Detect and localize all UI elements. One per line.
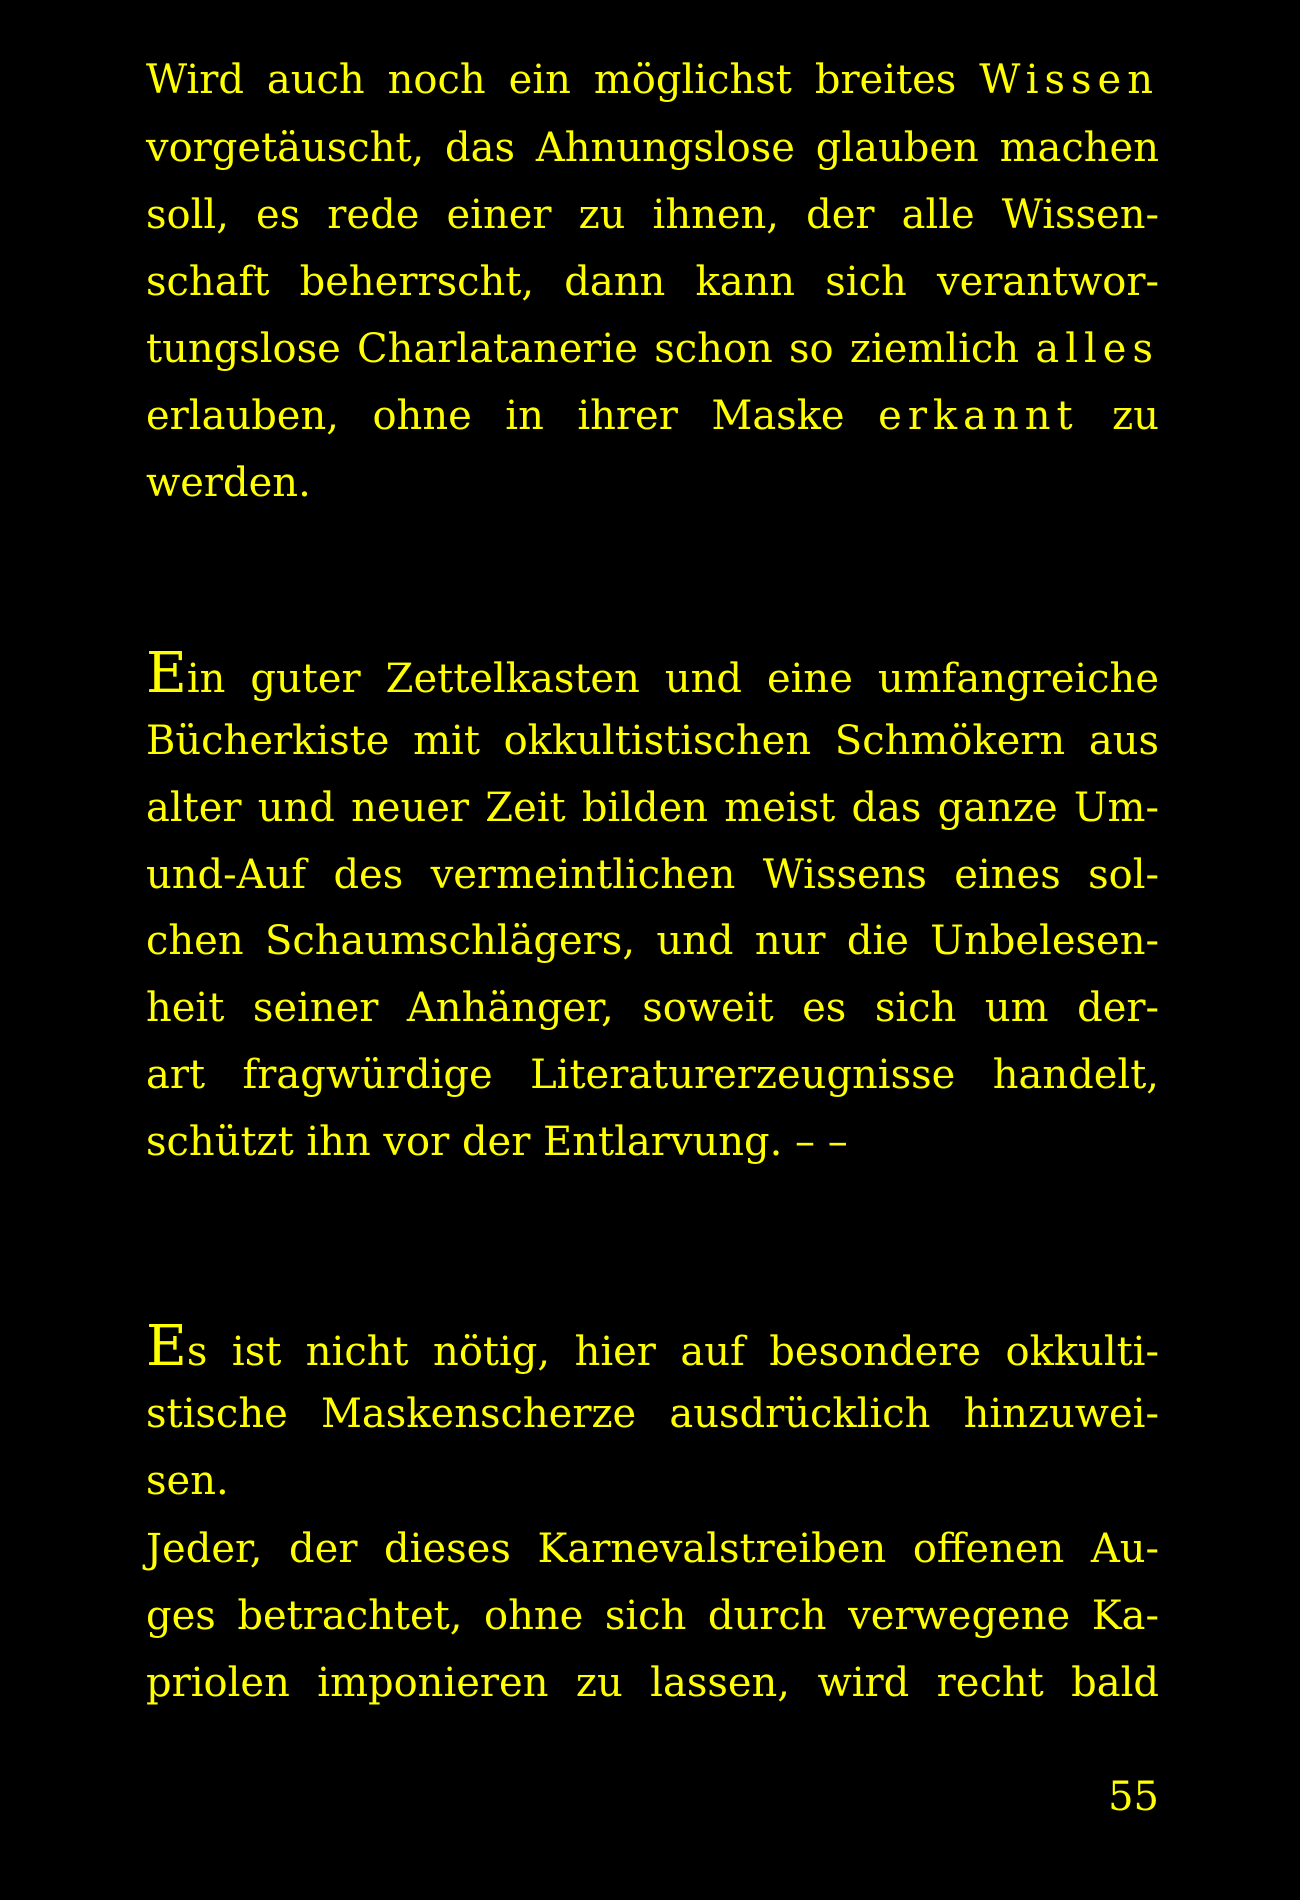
- text-segment: tungslose Charlatanerie schon so ziemlich: [146, 326, 1036, 372]
- text-segment: schützt ihn vor der Entlarvung. – –: [146, 1119, 848, 1165]
- text-line: [146, 1119, 1159, 1165]
- emphasized-text: erkannt: [878, 393, 1079, 439]
- text-line: [146, 985, 1159, 1031]
- text-segment: in guter Zettelkasten und eine umfangreiche: [186, 656, 1159, 702]
- text-segment: Jeder, der dieses Karnevalstreiben offenen Au-: [146, 1526, 1159, 1572]
- text-segment: soll, es rede einer zu ihnen, der alle Wissen-: [146, 192, 1159, 238]
- emphasized-text: Wissen: [979, 57, 1159, 103]
- text-line: [146, 1526, 1159, 1572]
- text-segment: Bücherkiste mit okkultistischen Schmökern aus: [146, 718, 1159, 764]
- text-segment: priolen imponieren zu lassen, wird recht bald: [146, 1660, 1159, 1706]
- emphasized-text: alles: [1035, 326, 1159, 372]
- text-segment: schaft beherrscht, dann kann sich verantwor-: [146, 259, 1159, 305]
- text-segment: ges betrachtet, ohne sich durch verwegene Ka-: [146, 1593, 1159, 1639]
- text-line: [146, 326, 1159, 372]
- text-line: [146, 641, 1159, 706]
- page-number: 55: [1108, 1774, 1159, 1820]
- text-segment: Wird auch noch ein möglichst breites: [146, 57, 980, 103]
- text-segment: stische Maskenscherze ausdrücklich hinzuwei-: [146, 1391, 1159, 1437]
- text-segment: s ist nicht nötig, hier auf besondere okkulti-: [186, 1329, 1159, 1375]
- text-segment: sen.: [146, 1458, 229, 1504]
- text-segment: art fragwürdige Literaturerzeugnisse handelt,: [146, 1052, 1159, 1098]
- text-line: [146, 1593, 1159, 1639]
- text-segment: und-Auf des vermeintlichen Wissens eines sol-: [146, 852, 1159, 898]
- text-line: [146, 785, 1159, 831]
- text-segment: vorgetäuscht, das Ahnungslose glauben machen: [146, 125, 1159, 171]
- text-line: [146, 918, 1159, 964]
- initial-letter: E: [146, 1314, 187, 1379]
- text-line: [146, 259, 1159, 305]
- text-line: [146, 192, 1159, 238]
- text-segment: heit seiner Anhänger, soweit es sich um der-: [146, 985, 1159, 1031]
- text-line: [146, 57, 1159, 103]
- text-line: [146, 718, 1159, 764]
- initial-letter: E: [146, 641, 187, 706]
- text-line: [146, 1458, 1159, 1504]
- text-line: [146, 125, 1159, 171]
- text-line: [146, 1660, 1159, 1706]
- text-segment: erlauben, ohne in ihrer Maske: [146, 393, 879, 439]
- text-segment: chen Schaumschlägers, und nur die Unbelesen-: [146, 918, 1159, 964]
- text-line: [146, 852, 1159, 898]
- text-segment: zu: [1078, 393, 1159, 439]
- text-line: [146, 1391, 1159, 1437]
- text-segment: werden.: [146, 460, 311, 506]
- text-line: [146, 393, 1159, 439]
- text-line: [146, 1314, 1159, 1379]
- text-line: [146, 460, 1159, 506]
- text-segment: alter und neuer Zeit bilden meist das ganze Um-: [146, 785, 1159, 831]
- text-line: [146, 1052, 1159, 1098]
